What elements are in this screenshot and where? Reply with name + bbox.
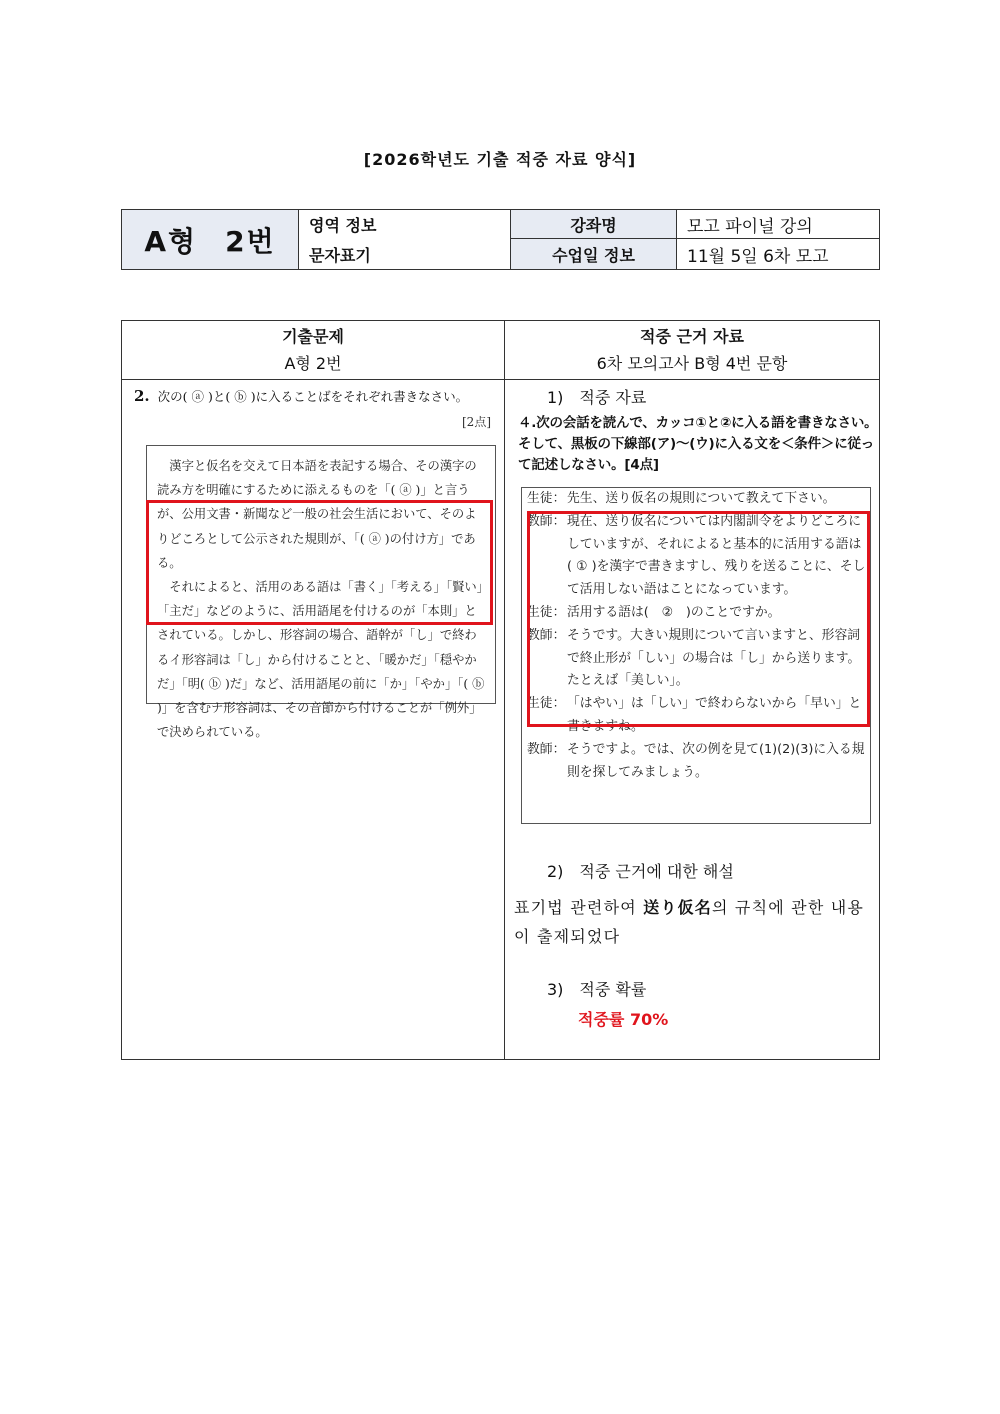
section-1-label: 1) 적중 자료 bbox=[547, 388, 647, 407]
dialog-line bbox=[527, 739, 866, 785]
dialog-speaker: 教師： bbox=[527, 627, 566, 643]
dialog-speaker: 生徒： bbox=[527, 604, 566, 620]
dialog-text: 先生、送り仮名の規則について教えて下さい。 bbox=[567, 491, 836, 506]
question-number: 2번 bbox=[225, 224, 276, 258]
explanation-keyword: 送り仮名 bbox=[643, 898, 712, 917]
area-label: 영역 정보 bbox=[309, 216, 377, 236]
dialog-speaker: 生徒： bbox=[527, 491, 566, 506]
section-3-label: 3) 적중 확률 bbox=[547, 980, 647, 999]
right-header-subtitle: 6차 모의고사 B형 4번 문항 bbox=[596, 354, 788, 373]
right-header-title: 적중 근거 자료 bbox=[640, 327, 744, 346]
section-2-label: 2) 적중 근거에 대한 해설 bbox=[547, 862, 734, 881]
lecture-label: 강좌명 bbox=[511, 210, 677, 239]
left-header-title: 기출문제 bbox=[282, 327, 344, 346]
dialog-text: 活用する語は( ② )のことですか。 bbox=[567, 604, 781, 620]
question-type: A형 bbox=[144, 224, 198, 258]
right-header bbox=[505, 321, 879, 379]
dialog-text: そうです。大きい規則について言いますと、形容詞で終止形が「しい」の場合は「し」から送ります。たとえば「美しい」。 bbox=[567, 627, 861, 689]
header-divider bbox=[122, 379, 879, 380]
left-header bbox=[122, 321, 504, 379]
area-value: 문자표기 bbox=[309, 245, 371, 265]
passage-paragraph-1: 漢字と仮名を交えて日本語を表記する場合、その漢字の読み方を明確にするために添えるものを「( ⓐ )」と言うが、公用文書・新聞など一般の社会生活において、そのよりどころとして公示された規則が、「( ⓐ )の付け方」である。 bbox=[157, 459, 477, 570]
comparison-table bbox=[121, 320, 880, 1060]
question-code bbox=[122, 210, 299, 269]
explanation-text bbox=[514, 893, 876, 951]
area-info bbox=[299, 210, 511, 269]
highlight-box-right bbox=[527, 511, 870, 727]
dialog-text: 「はやい」は「しい」で終わらないから「早い」と書きますね。 bbox=[567, 696, 862, 734]
dialog-speaker: 教師： bbox=[527, 513, 566, 529]
explanation-post: 의 규칙에 관한 내용이 출제되었다 bbox=[514, 898, 865, 946]
passage-paragraph-2: それによると、活用のある語は「書く」「考える」「賢い」「主だ」などのように、活用語尾を付けるのが「本則」とされている。しかし、形容詞の場合、語幹が「し」で終わるイ形容詞は「し」から付けることと、「暖かだ」「穏やかだ」「明( ⓑ )だ」など、活用語尾の前に「か」「やか」「( ⓑ )」を含むナ形容詞は、その音節から付けることが「例外」で決められている。 bbox=[157, 580, 485, 740]
lecture-value: 모고 파이널 강의 bbox=[677, 210, 879, 239]
hit-rate: 적중률 70% bbox=[578, 1010, 669, 1029]
dialog-text: 現在、送り仮名については内閣訓令をよりどころにしていますが、それによると基本的に活用する語は( ① )を漢字で書きますし、残りを送ることに、そして活用しない語はことになっています。 bbox=[567, 513, 866, 598]
question-text: 次の( ⓐ )と( ⓑ )に入ることばをそれぞれ書きなさい。 bbox=[157, 389, 469, 404]
column-divider bbox=[504, 321, 505, 1059]
mock-question-text: ４.次の会話を読んで、カッコ①と②に入る語を書きなさい。そして、黒板の下線部(ア)～(ウ)に入る文を＜条件＞に従って記述しなさい。[4点] bbox=[518, 415, 878, 473]
dialog-speaker: 教師： bbox=[527, 741, 566, 757]
question-prompt bbox=[134, 387, 468, 405]
highlight-box-left bbox=[146, 500, 493, 625]
date-label: 수업일 정보 bbox=[511, 239, 677, 269]
left-header-subtitle: A형 2번 bbox=[284, 354, 342, 373]
dialog-line bbox=[527, 488, 866, 511]
date-value: 11월 5일 6차 모고 bbox=[687, 246, 829, 267]
dialog-speaker: 生徒： bbox=[527, 696, 566, 712]
explanation-pre: 표기법 관련하여 bbox=[514, 898, 644, 917]
question-points: [2点] bbox=[462, 415, 491, 429]
document-title: [2026학년도 기출 적중 자료 양식] bbox=[363, 150, 637, 169]
question-num: 2. bbox=[134, 387, 150, 405]
info-table bbox=[121, 209, 880, 270]
dialog-text: そうですよ。では、次の例を見て(1)(2)(3)に入る規則を探してみましょう。 bbox=[567, 741, 865, 780]
